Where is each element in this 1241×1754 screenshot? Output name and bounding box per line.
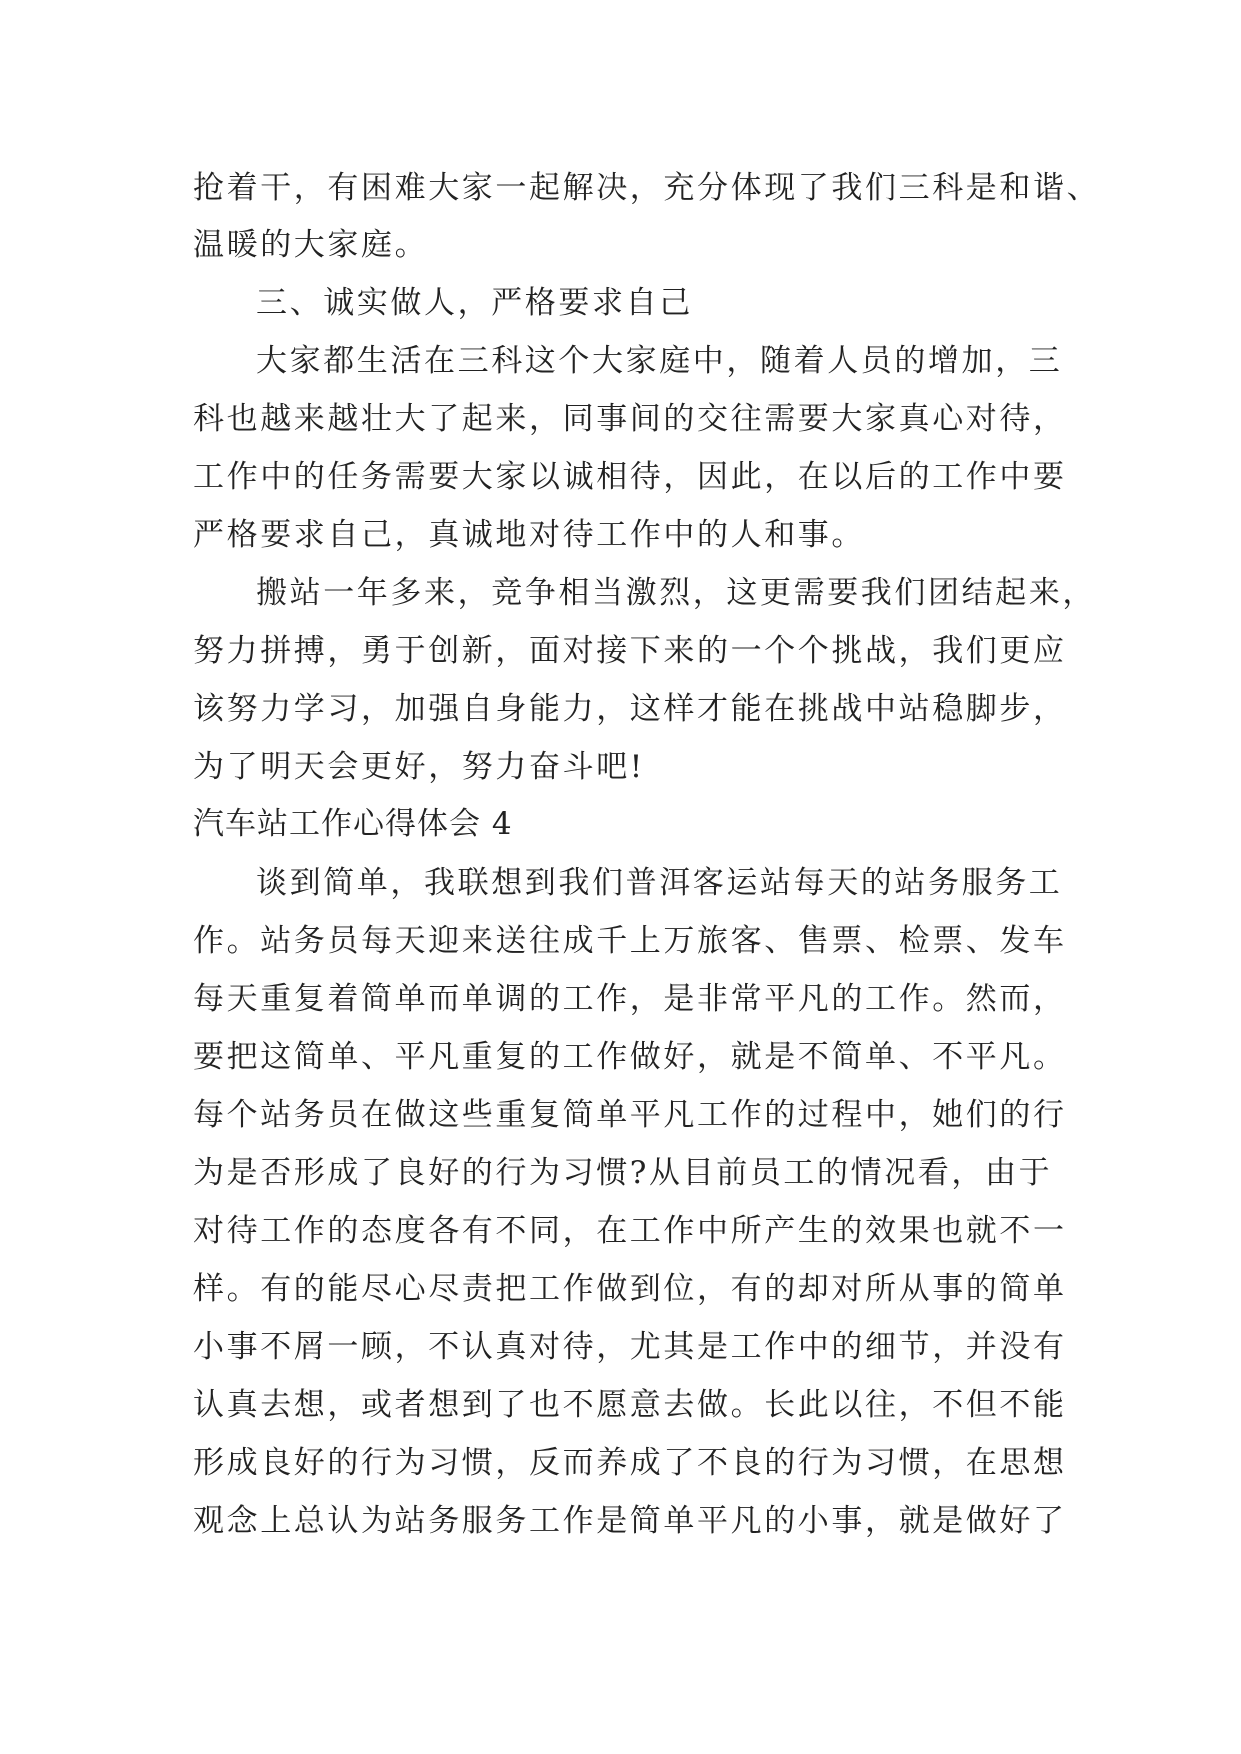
text-line: 对待工作的态度各有不同，在工作中所产生的效果也就不一	[193, 1213, 1067, 1249]
text-line: 样。有的能尽心尽责把工作做到位，有的却对所从事的简单	[193, 1271, 1067, 1307]
document-heading: 汽车站工作心得体会 4	[193, 806, 513, 842]
text-line: 认真去想，或者想到了也不愿意去做。长此以往，不但不能	[193, 1387, 1067, 1423]
text-line: 该努力学习，加强自身能力，这样才能在挑战中站稳脚步，	[193, 691, 1067, 727]
text-line: 要把这简单、平凡重复的工作做好，就是不简单、不平凡。	[193, 1039, 1067, 1075]
text-line: 抢着干，有困难大家一起解决，充分体现了我们三科是和谐、	[193, 170, 1101, 206]
text-line: 作。站务员每天迎来送往成千上万旅客、售票、检票、发车	[193, 923, 1067, 959]
section-heading: 三、诚实做人，严格要求自己	[256, 285, 693, 321]
text-line: 为是否形成了良好的行为习惯?从目前员工的情况看，由于	[193, 1155, 1053, 1191]
text-line: 每个站务员在做这些重复简单平凡工作的过程中，她们的行	[193, 1097, 1067, 1133]
text-line: 温暖的大家庭。	[193, 227, 429, 263]
text-line: 谈到简单，我联想到我们普洱客运站每天的站务服务工	[256, 865, 1063, 901]
text-line: 搬站一年多来，竞争相当激烈，这更需要我们团结起来，	[256, 575, 1096, 611]
text-line: 形成良好的行为习惯，反而养成了不良的行为习惯，在思想	[193, 1445, 1067, 1481]
text-line: 观念上总认为站务服务工作是简单平凡的小事，就是做好了	[193, 1503, 1067, 1539]
text-line: 大家都生活在三科这个大家庭中，随着人员的增加，三	[256, 343, 1063, 379]
text-line: 小事不屑一顾，不认真对待，尤其是工作中的细节，并没有	[193, 1329, 1067, 1365]
text-line: 科也越来越壮大了起来，同事间的交往需要大家真心对待，	[193, 401, 1067, 437]
text-line: 为了明天会更好，努力奋斗吧!	[193, 749, 645, 785]
text-line: 每天重复着简单而单调的工作，是非常平凡的工作。然而，	[193, 981, 1067, 1017]
text-line: 严格要求自己，真诚地对待工作中的人和事。	[193, 517, 865, 553]
text-line: 工作中的任务需要大家以诚相待，因此，在以后的工作中要	[193, 459, 1067, 495]
text-line: 努力拼搏，勇于创新，面对接下来的一个个挑战，我们更应	[193, 633, 1067, 669]
